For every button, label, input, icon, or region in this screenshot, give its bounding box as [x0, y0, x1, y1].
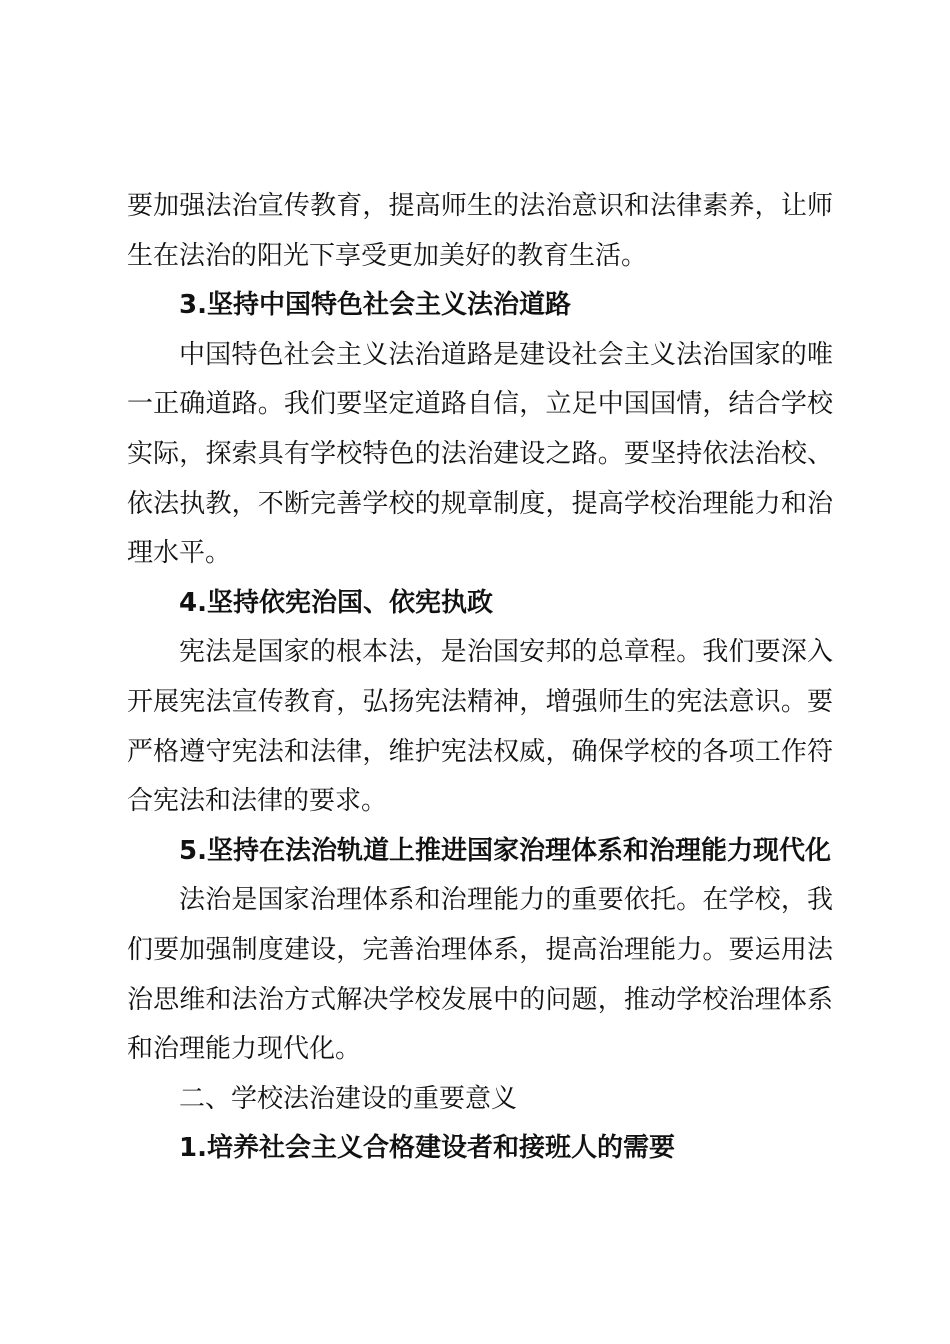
heading-3: 3.坚持中国特色社会主义法治道路 [179, 290, 571, 321]
heading-4: 4.坚持依宪治国、依宪执政 [179, 587, 493, 618]
body-paragraph-1: 要加强法治宣传教育，提高师生的法治意识和法律素养，让师生在法治的阳光下享受更加美好的教育生活。 [127, 191, 833, 271]
document-page [127, 182, 833, 1174]
body-paragraph-3: 宪法是国家的根本法，是治国安邦的总章程。我们要深入开展宪法宣传教育，弘扬宪法精神，增强师生的宪法意识。要严格遵守宪法和法律，维护宪法权威，确保学校的各项工作符合宪法和法律的要求。 [127, 637, 833, 817]
section-title-2: 二、学校法治建设的重要意义 [179, 1083, 518, 1114]
heading-1-section-2: 1.培养社会主义合格建设者和接班人的需要 [179, 1133, 675, 1164]
body-paragraph-2: 中国特色社会主义法治道路是建设社会主义法治国家的唯一正确道路。我们要坚定道路自信，立足中国国情，结合学校实际，探索具有学校特色的法治建设之路。要坚持依法治校、依法执教，不断完善学校的规章制度，提高学校治理能力和治理水平。 [127, 339, 833, 569]
body-paragraph-4: 法治是国家治理体系和治理能力的重要依托。在学校，我们要加强制度建设，完善治理体系，提高治理能力。要运用法治思维和法治方式解决学校发展中的问题，推动学校治理体系和治理能力现代化。 [127, 885, 833, 1065]
heading-5: 5.坚持在法治轨道上推进国家治理体系和治理能力现代化 [179, 835, 831, 866]
